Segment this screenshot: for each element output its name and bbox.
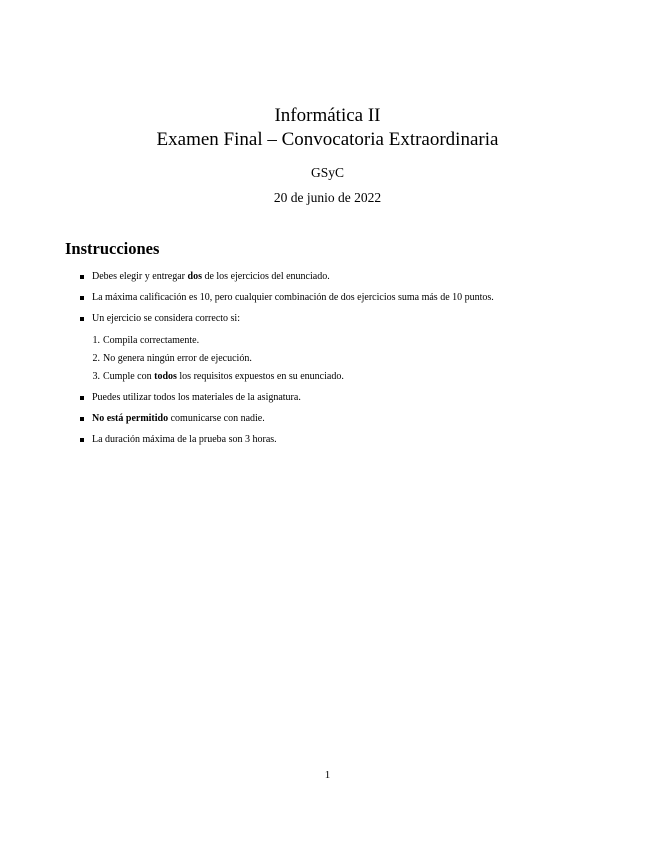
item-text-pre: No genera ningún error de ejecución. xyxy=(103,353,252,364)
list-item xyxy=(80,433,600,446)
criteria-sublist xyxy=(92,334,600,383)
sublist-item xyxy=(92,370,600,383)
list-item xyxy=(80,270,600,283)
item-text: La máxima calificación es 10, pero cualquier combinación de dos ejercicios suma más de 10 puntos. xyxy=(92,292,494,303)
item-text: Un ejercicio se considera correcto si: xyxy=(92,313,240,324)
item-text-pre: Debes elegir y entregar xyxy=(92,271,188,282)
item-number: 2. xyxy=(92,353,100,364)
item-text: La duración máxima de la prueba son 3 horas. xyxy=(92,434,277,445)
instructions-list xyxy=(80,270,600,454)
sublist-item xyxy=(92,352,600,365)
item-text-bold: todos xyxy=(154,371,177,382)
item-text-post: comunicarse con nadie. xyxy=(168,413,265,424)
document-title: Informática II xyxy=(274,105,381,126)
bullet-icon xyxy=(80,396,84,400)
date: 20 de junio de 2022 xyxy=(273,190,382,205)
item-number: 3. xyxy=(92,371,100,382)
bullet-icon xyxy=(80,317,84,321)
item-text-pre: Cumple con xyxy=(103,371,155,382)
item-text: Puedes utilizar todos los materiales de la asignatura. xyxy=(92,392,301,403)
section-heading: Instrucciones xyxy=(65,239,160,258)
bullet-icon xyxy=(80,438,84,442)
list-item xyxy=(80,391,600,404)
item-text-bold: dos xyxy=(187,271,202,282)
item-text-bold: No está permitido xyxy=(92,413,169,424)
list-item xyxy=(80,291,600,304)
document-subtitle: Examen Final – Convocatoria Extraordinaria xyxy=(156,129,499,150)
list-item xyxy=(80,412,600,425)
list-item xyxy=(80,312,600,383)
item-number: 1. xyxy=(92,335,100,346)
item-text-post: los requisitos expuestos en su enunciado. xyxy=(176,371,344,382)
item-text-pre: Compila correctamente. xyxy=(103,335,200,346)
bullet-icon xyxy=(80,275,84,279)
item-text-post: de los ejercicios del enunciado. xyxy=(201,271,330,282)
bullet-icon xyxy=(80,417,84,421)
title-block xyxy=(0,104,655,206)
sublist-item xyxy=(92,334,600,347)
page-number: 1 xyxy=(324,769,331,781)
bullet-icon xyxy=(80,296,84,300)
author: GSyC xyxy=(310,165,344,180)
